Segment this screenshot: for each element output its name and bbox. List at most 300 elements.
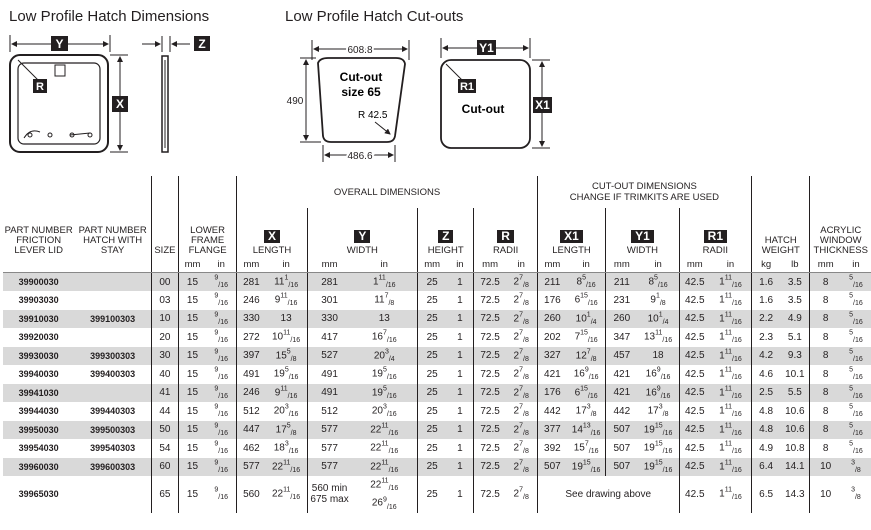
table-cell: 399400303 [90, 369, 136, 380]
table-cell: 14.1 [785, 461, 805, 473]
table-cell: 39910030 [18, 313, 59, 324]
table-cell: $6^{15}_{/16}$ [574, 293, 598, 308]
table-cell: 577 [307, 439, 351, 458]
table-cell: $2^7_{/8}$ [513, 422, 529, 437]
table-cell: $22^{11}_{/16}$ $26^9_{/16}$ [370, 478, 399, 511]
table-cell: $8^5_{/16}$ [648, 274, 668, 290]
table-cell: $^9_{/16}$ [214, 404, 229, 419]
header-radii1: RADII [702, 245, 728, 256]
table-cell: 231 [606, 291, 638, 310]
header-size: SIZE [151, 176, 178, 256]
table-cell: $1^{11}_{/16}$ [719, 404, 742, 419]
table-cell: $^5_{/16}$ [849, 348, 863, 363]
table-cell: 25 [418, 347, 447, 366]
table-cell: $^9_{/16}$ [214, 348, 229, 363]
table-cell: 512 [307, 402, 351, 421]
table-cell: 65 [151, 476, 178, 513]
table-cell: 8 [810, 310, 841, 329]
table-cell: 10.1 [785, 368, 805, 380]
table-cell: $1^{11}_{/16}$ [719, 367, 742, 382]
table-cell: $^9_{/16}$ [214, 367, 229, 382]
table-cell: 397 [237, 347, 266, 366]
hatch-diagram [0, 0, 871, 176]
table-cell: 25 [418, 458, 447, 477]
table-cell: 39941030 [18, 387, 59, 398]
table-cell: 15 [178, 476, 206, 513]
table-cell: 1 [457, 442, 463, 454]
header-lower-frame: LOWER FRAME FLANGE [178, 176, 236, 256]
unit-mm: mm [237, 256, 266, 273]
table-cell: 399600303 [90, 461, 136, 472]
x-label: X [115, 97, 125, 111]
table-cell: $^5_{/16}$ [849, 274, 863, 290]
y-label: Y [55, 37, 64, 51]
table-cell: $9^{11}_{/16}$ [274, 293, 298, 308]
table-cell: 272 [237, 328, 266, 347]
table-cell: 72.5 [474, 328, 506, 347]
table-cell: 8 [810, 439, 841, 458]
table-cell: 72.5 [474, 347, 506, 366]
table-cell: 40 [151, 365, 178, 384]
r1-badge: R1 [704, 230, 727, 243]
table-cell [74, 273, 151, 292]
cutout-width-bottom: 486.6 [347, 151, 373, 162]
table-cell: 6.5 [752, 476, 781, 513]
header-part-stay: PART NUMBER HATCH WITH STAY [78, 225, 147, 256]
table-cell: 1 [457, 387, 463, 399]
table-cell: $2^7_{/8}$ [513, 459, 529, 474]
table-cell: $1^{11}_{/16}$ [719, 348, 742, 363]
x-badge: X [264, 230, 280, 243]
y1-badge: Y1 [631, 230, 654, 243]
table-cell: $10^{11}_{/16}$ [272, 330, 301, 345]
header-cutout-note: CHANGE IF TRIMKITS ARE USED [569, 192, 719, 203]
table-cell: $^3_{/8}$ [851, 459, 861, 474]
table-cell: $1^{11}_{/16}$ [372, 274, 396, 290]
table-cell: 507 [606, 421, 638, 440]
table-cell: 15 [178, 328, 206, 347]
table-cell: 9.3 [787, 350, 802, 362]
table-cell: $2^7_{/8}$ [513, 293, 529, 308]
table-cell: 399300303 [90, 350, 136, 361]
table-cell: 42.5 [679, 291, 710, 310]
table-cell: 442 [606, 402, 638, 421]
table-cell: $^5_{/16}$ [849, 385, 863, 400]
table-cell: 6.4 [752, 458, 781, 477]
table-row [3, 476, 871, 513]
table-cell: $1^{11}_{/16}$ [719, 385, 742, 400]
table-cell [74, 476, 151, 513]
table-cell: $16^9_{/16}$ [645, 367, 671, 382]
table-cell [74, 384, 151, 403]
table-cell: 491 [307, 365, 351, 384]
table-cell: 41 [151, 384, 178, 403]
table-cell: 72.5 [474, 273, 506, 292]
table-cell: 507 [606, 439, 638, 458]
table-cell: $1^{11}_{/16}$ [719, 293, 742, 308]
table-cell: 10.6 [785, 424, 805, 436]
table-cell: $19^5_{/16}$ [273, 367, 299, 382]
cutouts-title: Low Profile Hatch Cut-outs [285, 8, 464, 25]
header-height: HEIGHT [427, 245, 464, 256]
table-cell: 507 [537, 458, 567, 477]
table-row [3, 310, 871, 329]
header-width1: WIDTH [626, 245, 659, 256]
unit-kg: kg [752, 256, 781, 273]
table-cell: 1 [457, 405, 463, 417]
table-cell: $1^{11}_{/16}$ [719, 330, 742, 345]
table-cell: 442 [537, 402, 567, 421]
table-cell: $19^5_{/16}$ [371, 385, 397, 400]
table-cell: $1^{11}_{/16}$ [719, 422, 742, 437]
table-cell: $2^7_{/8}$ [513, 404, 529, 419]
table-row [3, 365, 871, 384]
table-cell: $^9_{/16}$ [214, 441, 229, 456]
table-cell: $1^{11}_{/16}$ [719, 274, 742, 290]
unit-mm: mm [606, 256, 638, 273]
y1-label: Y1 [479, 41, 494, 55]
table-cell: 2.5 [752, 384, 781, 403]
table-cell: 15 [178, 439, 206, 458]
unit-in: in [266, 256, 308, 273]
table-cell: 25 [418, 384, 447, 403]
table-cell: 1 [457, 313, 463, 325]
unit-mm: mm [474, 256, 506, 273]
table-cell: 25 [418, 310, 447, 329]
table-cell: 44 [151, 402, 178, 421]
table-cell: 491 [237, 365, 266, 384]
table-cell: 399540303 [90, 443, 136, 454]
table-cell: 15 [178, 347, 206, 366]
header-length: LENGTH [252, 245, 292, 256]
table-cell: $1^{11}_{/16}$ [719, 311, 742, 326]
table-cell: 60 [151, 458, 178, 477]
table-cell: 10 [810, 476, 841, 513]
table-cell: $18^3_{/16}$ [273, 441, 299, 456]
table-row [3, 384, 871, 403]
table-cell: $17^3_{/8}$ [647, 404, 669, 419]
table-row [3, 439, 871, 458]
table-row [3, 402, 871, 421]
table-cell: $2^7_{/8}$ [513, 330, 529, 345]
table-cell: $20^3_{/16}$ [371, 404, 397, 419]
table-cell: 15 [178, 421, 206, 440]
table-cell: 39903030 [18, 295, 59, 306]
table-row [3, 328, 871, 347]
unit-lb: lb [780, 256, 810, 273]
header-overall: OVERALL DIMENSIONS [237, 176, 537, 208]
table-cell: $^9_{/16}$ [214, 274, 229, 290]
table-cell: $12^7_{/8}$ [575, 348, 597, 363]
table-cell: $10^1_{/4}$ [575, 311, 597, 326]
table-cell: 246 [237, 384, 266, 403]
table-cell: $9^{11}_{/16}$ [274, 385, 298, 400]
table-cell: $2^7_{/8}$ [513, 367, 529, 382]
table-cell: $^9_{/16}$ [214, 487, 229, 502]
table-cell: 00 [151, 273, 178, 292]
table-cell: $20^3_{/4}$ [373, 348, 395, 363]
table-cell: 2.2 [752, 310, 781, 329]
table-cell: $19^5_{/16}$ [371, 367, 397, 382]
table-cell: 377 [537, 421, 567, 440]
table-cell: 39944030 [18, 406, 59, 417]
table-cell: 457 [606, 347, 638, 366]
table-cell: $11^7_{/8}$ [374, 293, 395, 308]
unit-in: in [506, 256, 538, 273]
table-cell: 1.6 [752, 273, 781, 292]
table-cell: 42.5 [679, 328, 710, 347]
table-cell: 8 [810, 347, 841, 366]
table-cell: 42.5 [679, 273, 710, 292]
table-cell: 327 [537, 347, 567, 366]
unit-in: in [567, 256, 606, 273]
table-cell: $1^{11}_{/16}$ [719, 487, 742, 502]
table-cell: 25 [418, 365, 447, 384]
table-cell: 15 [178, 273, 206, 292]
cutout-label-2: size 65 [341, 85, 381, 99]
table-cell: 72.5 [474, 291, 506, 310]
table-cell: $9^1_{/8}$ [650, 293, 666, 308]
unit-mm: mm [810, 256, 841, 273]
table-cell: 72.5 [474, 439, 506, 458]
header-acrylic: ACRYLIC WINDOW THICKNESS [810, 176, 871, 256]
table-cell: 260 [537, 310, 567, 329]
table-cell: $13^{11}_{/16}$ [643, 330, 673, 345]
unit-mm: mm [307, 256, 351, 273]
unit-in: in [352, 256, 418, 273]
table-cell: 3.5 [787, 276, 802, 288]
table-cell: $19^{15}_{/16}$ [643, 422, 673, 437]
table-cell: 42.5 [679, 439, 710, 458]
table-cell: 8 [810, 421, 841, 440]
table-cell: 281 [237, 273, 266, 292]
table-cell: $6^{15}_{/16}$ [574, 385, 598, 400]
table-cell: 330 [237, 310, 266, 329]
see-drawing-note: See drawing above [537, 476, 679, 513]
table-cell: 10 [810, 458, 841, 477]
table-cell: 1 [457, 294, 463, 306]
cutout-width-top: 608.8 [347, 45, 373, 56]
unit-mm: mm [537, 256, 567, 273]
table-cell: 5.1 [787, 331, 802, 343]
table-cell: $15^5_{/8}$ [275, 348, 297, 363]
table-row [3, 273, 871, 292]
table-cell: 202 [537, 328, 567, 347]
r1-label: R1 [459, 81, 475, 93]
table-cell: 421 [537, 365, 567, 384]
table-cell: 347 [606, 328, 638, 347]
table-cell: 39960030 [18, 461, 59, 472]
table-cell: 1 [457, 424, 463, 436]
table-cell: $16^7_{/16}$ [371, 330, 397, 345]
table-cell: 15 [178, 458, 206, 477]
table-cell: 1 [457, 331, 463, 343]
z-label: Z [198, 37, 206, 51]
unit-in: in [637, 256, 679, 273]
x1-badge: X1 [560, 230, 583, 243]
table-cell: 30 [151, 347, 178, 366]
table-cell: $22^{11}_{/16}$ [370, 422, 399, 437]
table-cell: 03 [151, 291, 178, 310]
table-cell: 42.5 [679, 365, 710, 384]
table-cell: 211 [537, 273, 567, 292]
table-row [3, 458, 871, 477]
table-cell: 39940030 [18, 369, 59, 380]
table-cell: 5.5 [787, 387, 802, 399]
table-cell: $2^7_{/8}$ [513, 348, 529, 363]
table-cell: 8 [810, 365, 841, 384]
table-cell: $16^9_{/16}$ [645, 385, 671, 400]
unit-mm: mm [679, 256, 710, 273]
table-cell: 39920030 [18, 332, 59, 343]
table-cell: 421 [606, 384, 638, 403]
table-cell: 577 [237, 458, 266, 477]
table-cell: 421 [606, 365, 638, 384]
dimensions-title: Low Profile Hatch Dimensions [9, 8, 210, 25]
table-cell: 8 [810, 291, 841, 310]
table-cell: 15 [178, 384, 206, 403]
table-cell: 176 [537, 384, 567, 403]
table-cell: $1^{11}_{/16}$ [719, 459, 742, 474]
table-cell: 4.9 [787, 313, 802, 325]
table-cell: 50 [151, 421, 178, 440]
table-cell: 4.9 [752, 439, 781, 458]
table-cell: $17^3_{/8}$ [575, 404, 597, 419]
table-cell: 42.5 [679, 458, 710, 477]
table-cell: 507 [606, 458, 638, 477]
table-cell: $22^{11}_{/16}$ [370, 441, 399, 456]
table-cell: 176 [537, 291, 567, 310]
cutout-label-3: Cut-out [461, 102, 505, 116]
table-cell: 72.5 [474, 384, 506, 403]
table-cell: 1 [457, 368, 463, 380]
table-cell: $^9_{/16}$ [214, 330, 229, 345]
table-cell: $^5_{/16}$ [849, 330, 863, 345]
table-cell: 25 [418, 439, 447, 458]
table-cell: 25 [418, 328, 447, 347]
table-cell: $22^{11}_{/16}$ [370, 459, 399, 474]
table-cell: 39930030 [18, 350, 59, 361]
table-cell: $^9_{/16}$ [214, 293, 229, 308]
table-cell: $15^7_{/16}$ [573, 441, 599, 456]
table-cell: $16^9_{/16}$ [573, 367, 599, 382]
table-cell: 4.8 [752, 421, 781, 440]
table-cell: 72.5 [474, 310, 506, 329]
table-cell: 8 [810, 402, 841, 421]
table-cell: $20^3_{/16}$ [273, 404, 299, 419]
table-row [3, 291, 871, 310]
table-cell [74, 291, 151, 310]
table-cell: $2^7_{/8}$ [513, 311, 529, 326]
table-cell: 211 [606, 273, 638, 292]
table-cell: 8 [810, 273, 841, 292]
table-cell: 39954030 [18, 443, 59, 454]
cutout-radius: R 42.5 [358, 110, 388, 121]
table-cell: $1^{11}_{/16}$ [719, 441, 742, 456]
table-cell: 417 [307, 328, 351, 347]
table-cell: 15 [178, 365, 206, 384]
table-cell: 10 [151, 310, 178, 329]
header-weight: HATCH WEIGHT [752, 176, 810, 256]
table-cell: 72.5 [474, 458, 506, 477]
table-row [3, 347, 871, 366]
table-cell: 14.3 [785, 488, 805, 500]
table-cell: $22^{11}_{/16}$ [272, 487, 301, 502]
table-cell: 10.8 [785, 442, 805, 454]
table-cell: 72.5 [474, 421, 506, 440]
table-cell: $10^1_{/4}$ [647, 311, 669, 326]
table-cell: $^3_{/8}$ [851, 487, 861, 502]
table-cell: $^5_{/16}$ [849, 311, 863, 326]
table-cell: 10.6 [785, 405, 805, 417]
table-cell: 560 [237, 476, 266, 513]
dimensions-table [3, 176, 871, 513]
unit-in: in [710, 256, 752, 273]
table-cell: $^5_{/16}$ [849, 422, 863, 437]
table-cell: 1 [457, 350, 463, 362]
table-cell: 72.5 [474, 365, 506, 384]
table-cell: 399440303 [90, 406, 136, 417]
table-cell: $17^5_{/8}$ [275, 422, 297, 437]
z-badge: Z [438, 230, 453, 243]
table-cell: 20 [151, 328, 178, 347]
table-cell: $19^{15}_{/16}$ [643, 459, 673, 474]
table-cell: 392 [537, 439, 567, 458]
table-cell: 15 [178, 291, 206, 310]
table-cell: 42.5 [679, 384, 710, 403]
table-cell: 447 [237, 421, 266, 440]
table-cell: $22^{11}_{/16}$ [272, 459, 301, 474]
table-cell: 54 [151, 439, 178, 458]
table-cell: $19^{15}_{/16}$ [643, 441, 673, 456]
table-cell: $^5_{/16}$ [849, 441, 863, 456]
table-cell: 15 [178, 310, 206, 329]
table-cell: $^9_{/16}$ [214, 459, 229, 474]
table-cell: 25 [418, 421, 447, 440]
table-cell: 399500303 [90, 424, 136, 435]
table-cell: 1 [457, 488, 463, 500]
cutout-label-1: Cut-out [339, 70, 383, 84]
table-cell: 15 [178, 402, 206, 421]
table-cell: 260 [606, 310, 638, 329]
table-cell: 491 [307, 384, 351, 403]
table-cell: $^9_{/16}$ [214, 422, 229, 437]
table-cell: 25 [418, 402, 447, 421]
header-radii: RADII [492, 245, 519, 256]
x1-label: X1 [535, 98, 550, 112]
table-cell: 13 [378, 313, 390, 325]
table-cell: $2^7_{/8}$ [513, 274, 529, 290]
table-cell: 25 [418, 291, 447, 310]
unit-mm: mm [178, 256, 206, 273]
table-cell: $^9_{/16}$ [214, 311, 229, 326]
header-cutout: CUT-OUT DIMENSIONS [591, 181, 697, 192]
table-cell: $^5_{/16}$ [849, 367, 863, 382]
table-cell: 39950030 [18, 424, 59, 435]
header-length1: LENGTH [552, 245, 591, 256]
table-cell: 462 [237, 439, 266, 458]
r-badge: R [497, 230, 514, 243]
table-cell: 42.5 [679, 310, 710, 329]
table-cell: $14^{13}_{/16}$ [571, 422, 601, 437]
r-label: R [36, 81, 44, 93]
table-cell: $^5_{/16}$ [849, 293, 863, 308]
table-cell: 512 [237, 402, 266, 421]
cutout-height: 490 [286, 96, 304, 107]
unit-mm: mm [418, 256, 447, 273]
table-cell: 577 [307, 421, 351, 440]
table-cell: $11^1_{/16}$ [274, 274, 299, 290]
